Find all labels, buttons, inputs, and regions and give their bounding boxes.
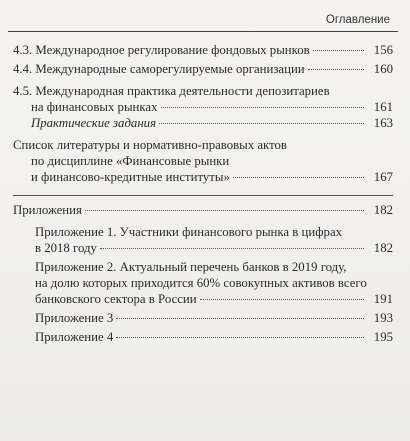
toc-entry-title: 4.4. Международные саморегулируемые организации — [13, 62, 305, 76]
toc-entry-title-cont: на долю которых приходится 60% совокупных активов всего — [35, 276, 367, 290]
toc-page-number: 160 — [373, 62, 393, 76]
toc-page-number: 167 — [373, 170, 393, 184]
toc-entry-title-cont: банковского сектора в России — [35, 292, 197, 306]
toc-entry-title: 4.5. Международная практика деятельности депозитариев — [13, 84, 330, 98]
toc-entry-practical-tasks[interactable] — [13, 115, 393, 131]
toc-page-number: 163 — [373, 116, 393, 130]
toc-page-number: 182 — [373, 241, 393, 255]
toc-entry-appendix-4[interactable] — [35, 329, 393, 345]
toc-entry-title: Практические задания — [31, 116, 157, 130]
toc-page-number: 193 — [373, 311, 393, 325]
toc-entry-title: Приложение 4 — [35, 330, 114, 344]
toc-entry-appendix-1[interactable] — [35, 224, 393, 256]
toc-page-number: 195 — [373, 330, 393, 344]
toc-page-number: 191 — [373, 292, 393, 306]
running-head: Оглавление — [325, 14, 390, 26]
dot-leader — [200, 299, 364, 300]
toc-page-number: 182 — [373, 203, 393, 217]
toc-entry-appendices[interactable] — [13, 202, 393, 218]
toc-entry-title: Список литературы и нормативно-правовых актов — [13, 138, 287, 152]
toc-entry-title: Приложение 2. Актуальный перечень банков в 2019 году, — [35, 260, 347, 274]
toc-entry-4-3[interactable] — [13, 42, 393, 58]
dot-leader — [313, 50, 364, 51]
dot-leader — [116, 318, 364, 319]
toc-entry-title: 4.3. Международное регулирование фондовых рынков — [13, 43, 310, 57]
dot-leader — [308, 69, 364, 70]
toc-page-number: 161 — [373, 100, 393, 114]
toc-entry-title-cont: в 2018 году — [35, 241, 97, 255]
dot-leader — [161, 107, 364, 108]
toc-entry-4-5[interactable] — [13, 83, 393, 115]
table-of-contents — [13, 42, 393, 345]
toc-entry-appendix-3[interactable] — [35, 310, 393, 326]
toc-entry-bibliography[interactable] — [13, 137, 393, 185]
header-rule — [8, 31, 398, 32]
toc-entry-title: Приложение 3 — [35, 311, 114, 325]
toc-entry-title: Приложение 1. Участники финансового рынка в цифрах — [35, 225, 343, 239]
dot-leader — [116, 337, 364, 338]
dot-leader — [100, 248, 364, 249]
dot-leader — [159, 123, 364, 124]
dot-leader — [85, 210, 364, 211]
toc-entry-title-cont: на финансовых рынках — [31, 100, 158, 114]
dot-leader — [233, 177, 364, 178]
toc-entry-title-cont: и финансово-кредитные институты» — [31, 170, 230, 184]
toc-entry-appendix-2[interactable] — [35, 259, 393, 307]
toc-entry-4-4[interactable] — [13, 61, 393, 77]
toc-entry-title: Приложения — [13, 203, 82, 217]
section-divider — [13, 195, 393, 196]
toc-entry-title-cont: по дисциплине «Финансовые рынки — [31, 154, 230, 168]
toc-page-number: 156 — [373, 43, 393, 57]
